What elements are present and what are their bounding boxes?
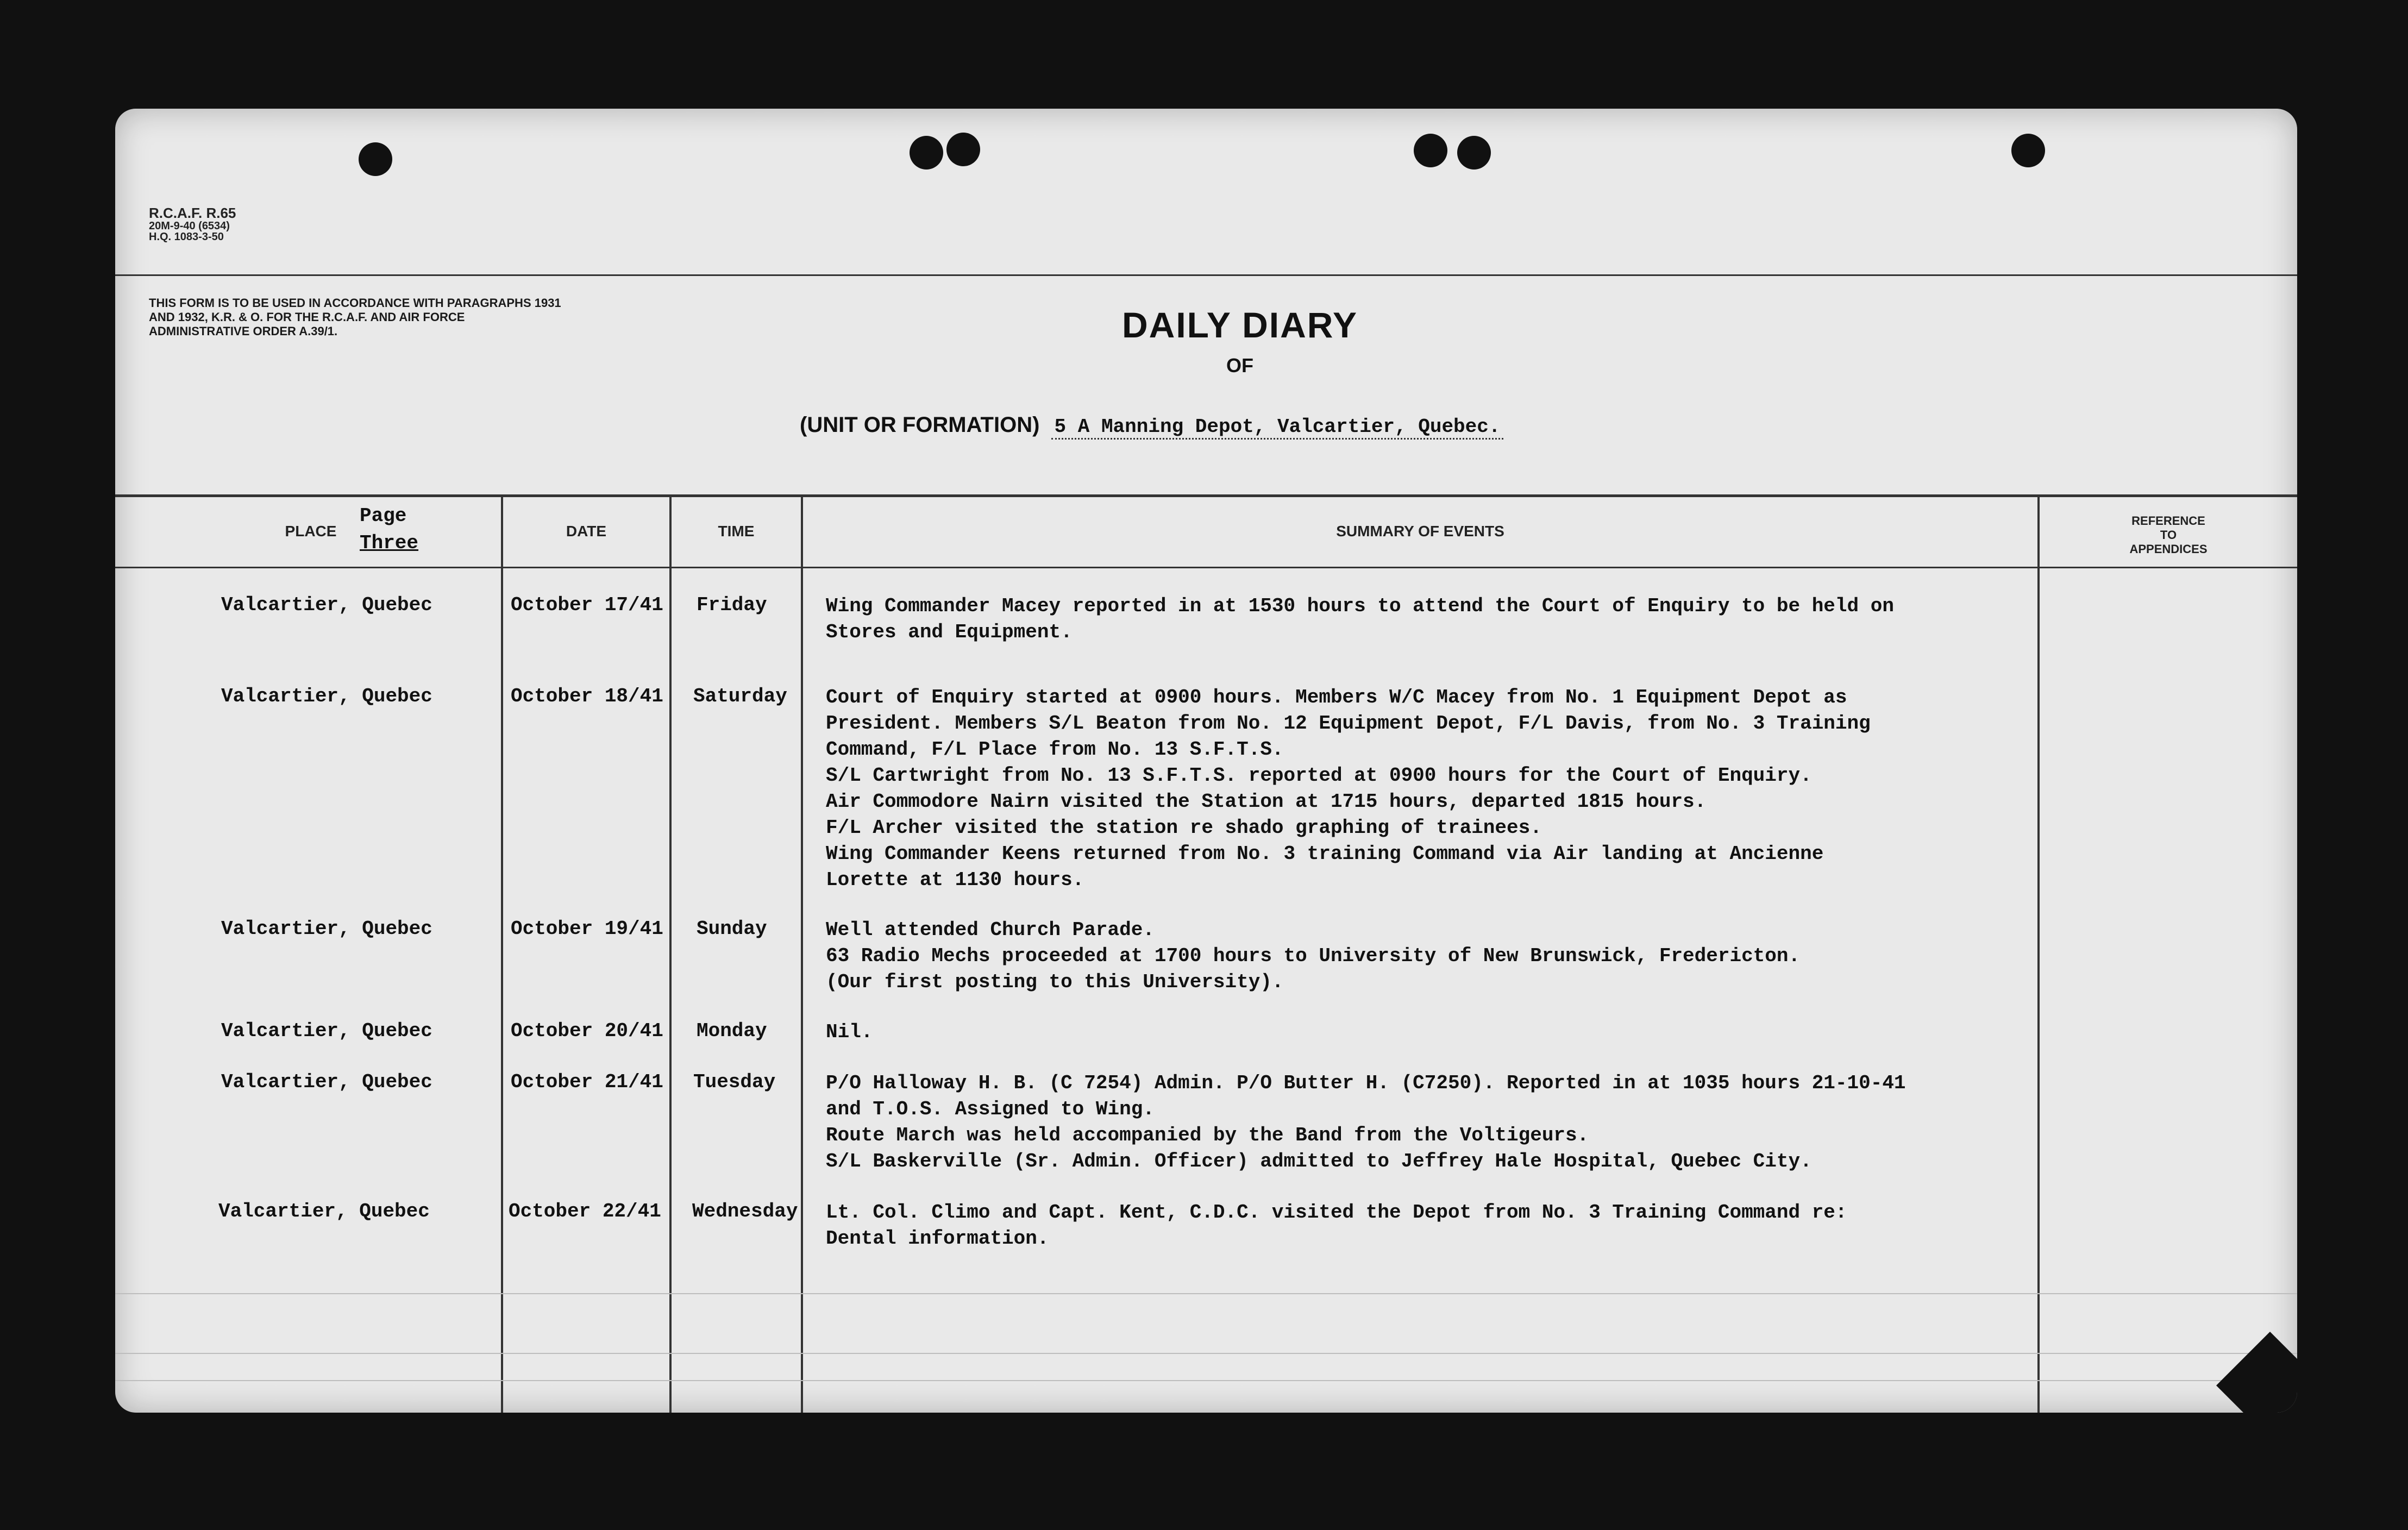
summary-line: Command, F/L Place from No. 13 S.F.T.S.: [826, 738, 1284, 761]
entry-date: October 22/41: [509, 1200, 661, 1222]
summary-line: Well attended Church Parade.: [826, 919, 1155, 941]
entry-time: Wednesday: [692, 1200, 798, 1222]
form-code-line: H.Q. 1083-3-50: [149, 231, 224, 243]
summary-line: Air Commodore Nairn visited the Station at 1715 hours, departed 1815 hours.: [826, 791, 1707, 813]
form-instructions: THIS FORM IS TO BE USED IN ACCORDANCE WITH PARAGRAPHS 1931 AND 1932, K.R. & O. FOR THE R.C.A.F. AND AIR FORCE ADMINISTRATIVE ORDER A.39/1.: [149, 296, 561, 338]
diary-page: [115, 109, 2297, 1413]
header-reference-line: APPENDICES: [2129, 542, 2208, 556]
unit-label: (UNIT OR FORMATION): [800, 413, 1040, 437]
header-divider: [115, 274, 2297, 276]
punch-hole: [946, 133, 980, 166]
entry-time: Sunday: [697, 918, 767, 940]
entry-place: Valcartier, Quebec: [218, 1200, 430, 1222]
summary-line: Wing Commander Keens returned from No. 3 training Command via Air landing at Ancienne: [826, 843, 1824, 865]
summary-line: Wing Commander Macey reported in at 1530 hours to attend the Court of Enquiry to be held on: [826, 595, 1894, 617]
summary-line: (Our first posting to this University).: [826, 971, 1284, 993]
page-label: Page: [360, 505, 407, 527]
form-code: [149, 205, 290, 242]
entry-place: Valcartier, Quebec: [221, 1071, 432, 1093]
summary-line: Lorette at 1130 hours.: [826, 869, 1084, 891]
entry-time: Saturday: [693, 685, 787, 707]
entry-date: October 17/41: [511, 594, 663, 616]
form-code-line: 20M-9-40 (6534): [149, 220, 230, 232]
entry-place: Valcartier, Quebec: [221, 685, 432, 707]
ruled-line: [115, 1293, 2297, 1294]
header-reference-line: TO: [2160, 528, 2177, 542]
summary-line: 63 Radio Mechs proceeded at 1700 hours to University of New Brunswick, Fredericton.: [826, 945, 1801, 967]
summary-line: S/L Cartwright from No. 13 S.F.T.S. reported at 0900 hours for the Court of Enquiry.: [826, 764, 1812, 787]
punch-hole: [1414, 134, 1447, 167]
punch-hole: [1457, 136, 1491, 170]
punch-hole: [910, 136, 943, 170]
entry-summary: [826, 1200, 2168, 1252]
column-divider: [801, 494, 803, 1413]
ruled-line: [115, 1380, 2297, 1381]
header-reference-line: REFERENCE: [2131, 514, 2205, 528]
entry-place: Valcartier, Quebec: [221, 1020, 432, 1042]
summary-line: President. Members S/L Beaton from No. 12 Equipment Depot, F/L Davis, from No. 3 Training: [826, 712, 1871, 735]
header-date: DATE: [566, 523, 607, 540]
summary-line: Dental information.: [826, 1227, 1049, 1250]
entry-summary: [826, 593, 2168, 645]
entry-place: Valcartier, Quebec: [221, 594, 432, 616]
entry-place: Valcartier, Quebec: [221, 918, 432, 940]
entry-summary: [826, 1070, 2168, 1175]
entry-summary: [826, 685, 2168, 893]
title-of: OF: [1226, 354, 1253, 377]
header-time: TIME: [718, 523, 755, 540]
unit-field: [800, 413, 1778, 438]
summary-line: and T.O.S. Assigned to Wing.: [826, 1098, 1155, 1120]
entry-date: October 20/41: [511, 1020, 663, 1042]
page-title: DAILY DIARY: [1122, 305, 1358, 345]
entry-date: October 21/41: [511, 1071, 663, 1093]
page-number: [360, 503, 418, 557]
summary-line: Stores and Equipment.: [826, 621, 1073, 643]
summary-line: Route March was held accompanied by the Band from the Voltigeurs.: [826, 1124, 1589, 1146]
entry-time: Friday: [697, 594, 767, 616]
summary-line: Lt. Col. Climo and Capt. Kent, C.D.C. visited the Depot from No. 3 Training Command re:: [826, 1201, 1847, 1224]
page-word: Three: [360, 532, 419, 554]
punch-hole: [2011, 134, 2045, 167]
summary-line: F/L Archer visited the station re shado graphing of trainees.: [826, 817, 1542, 839]
punch-hole: [359, 142, 392, 176]
entry-summary: [826, 1019, 2168, 1045]
entry-date: October 18/41: [511, 685, 663, 707]
summary-line: Court of Enquiry started at 0900 hours. Members W/C Macey from No. 1 Equipment Depot as: [826, 686, 1847, 708]
page-corner-curl: [2216, 1332, 2297, 1413]
ruled-line: [115, 1353, 2297, 1354]
entry-date: October 19/41: [511, 918, 663, 940]
header-summary: SUMMARY OF EVENTS: [1336, 523, 1504, 540]
summary-line: Nil.: [826, 1021, 873, 1043]
unit-value: 5 A Manning Depot, Valcartier, Quebec.: [1051, 416, 1504, 440]
form-code-line: R.C.A.F. R.65: [149, 205, 236, 221]
header-place: PLACE: [285, 523, 337, 540]
summary-line: S/L Baskerville (Sr. Admin. Officer) admitted to Jeffrey Hale Hospital, Quebec City.: [826, 1150, 1812, 1172]
entry-summary: [826, 917, 2168, 995]
column-divider: [501, 494, 503, 1413]
table-header-border: [115, 567, 2297, 568]
entry-time: Monday: [697, 1020, 767, 1042]
table-top-border: [115, 494, 2297, 497]
entry-time: Tuesday: [693, 1071, 776, 1093]
column-divider: [669, 494, 672, 1413]
summary-line: P/O Halloway H. B. (C 7254) Admin. P/O Butter H. (C7250). Reported in at 1035 hours 21-10-41: [826, 1072, 1906, 1094]
header-reference: [2040, 514, 2297, 556]
